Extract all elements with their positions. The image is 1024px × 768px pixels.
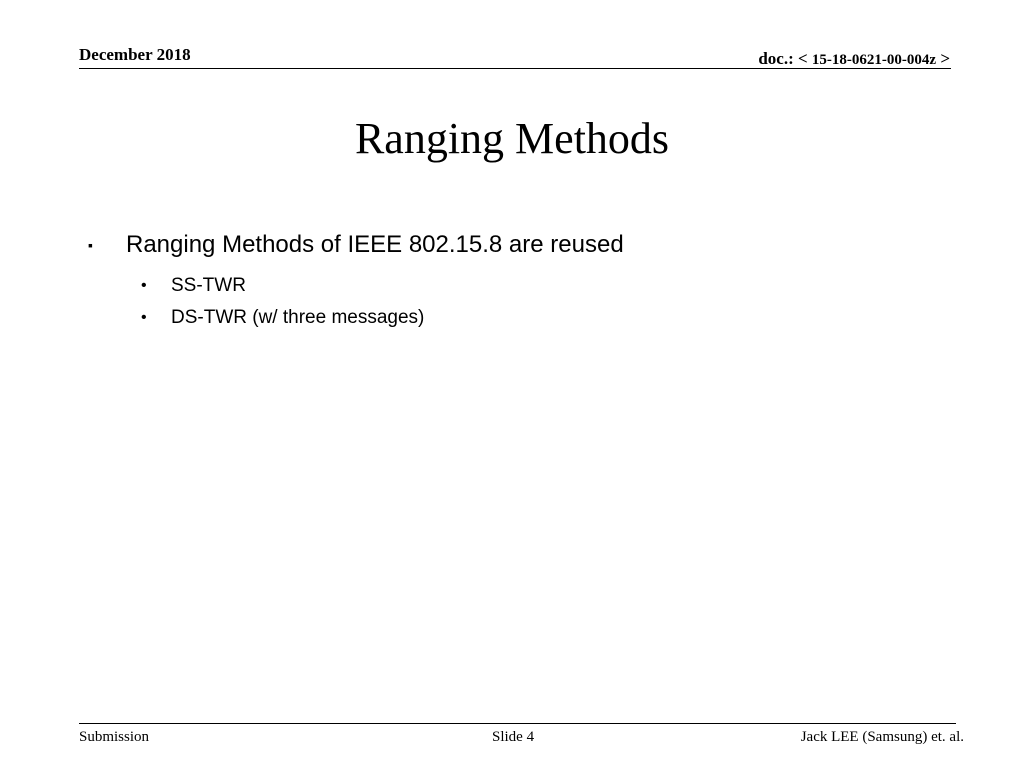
dot-bullet-icon: • bbox=[141, 309, 147, 326]
square-bullet-icon: ▪ bbox=[88, 237, 93, 253]
header-date: December 2018 bbox=[79, 45, 191, 64]
sub-bullet-text: SS-TWR bbox=[171, 275, 246, 296]
doc-label: doc.: < bbox=[758, 49, 808, 68]
footer-submission: Submission bbox=[79, 729, 150, 745]
footer-divider bbox=[79, 723, 956, 724]
slide-title: Ranging Methods bbox=[354, 114, 670, 163]
doc-suffix: > bbox=[940, 49, 950, 68]
bullet-text: Ranging Methods of IEEE 802.15.8 are reused bbox=[126, 231, 624, 258]
footer-author: Jack LEE (Samsung) et. al. bbox=[800, 729, 964, 745]
dot-bullet-icon: • bbox=[141, 277, 147, 294]
doc-number: 15-18-0621-00-004z bbox=[811, 52, 937, 68]
header-divider bbox=[79, 68, 951, 69]
sub-bullet-text: DS-TWR (w/ three messages) bbox=[171, 307, 425, 328]
footer-slide-number: Slide 4 bbox=[492, 729, 535, 745]
